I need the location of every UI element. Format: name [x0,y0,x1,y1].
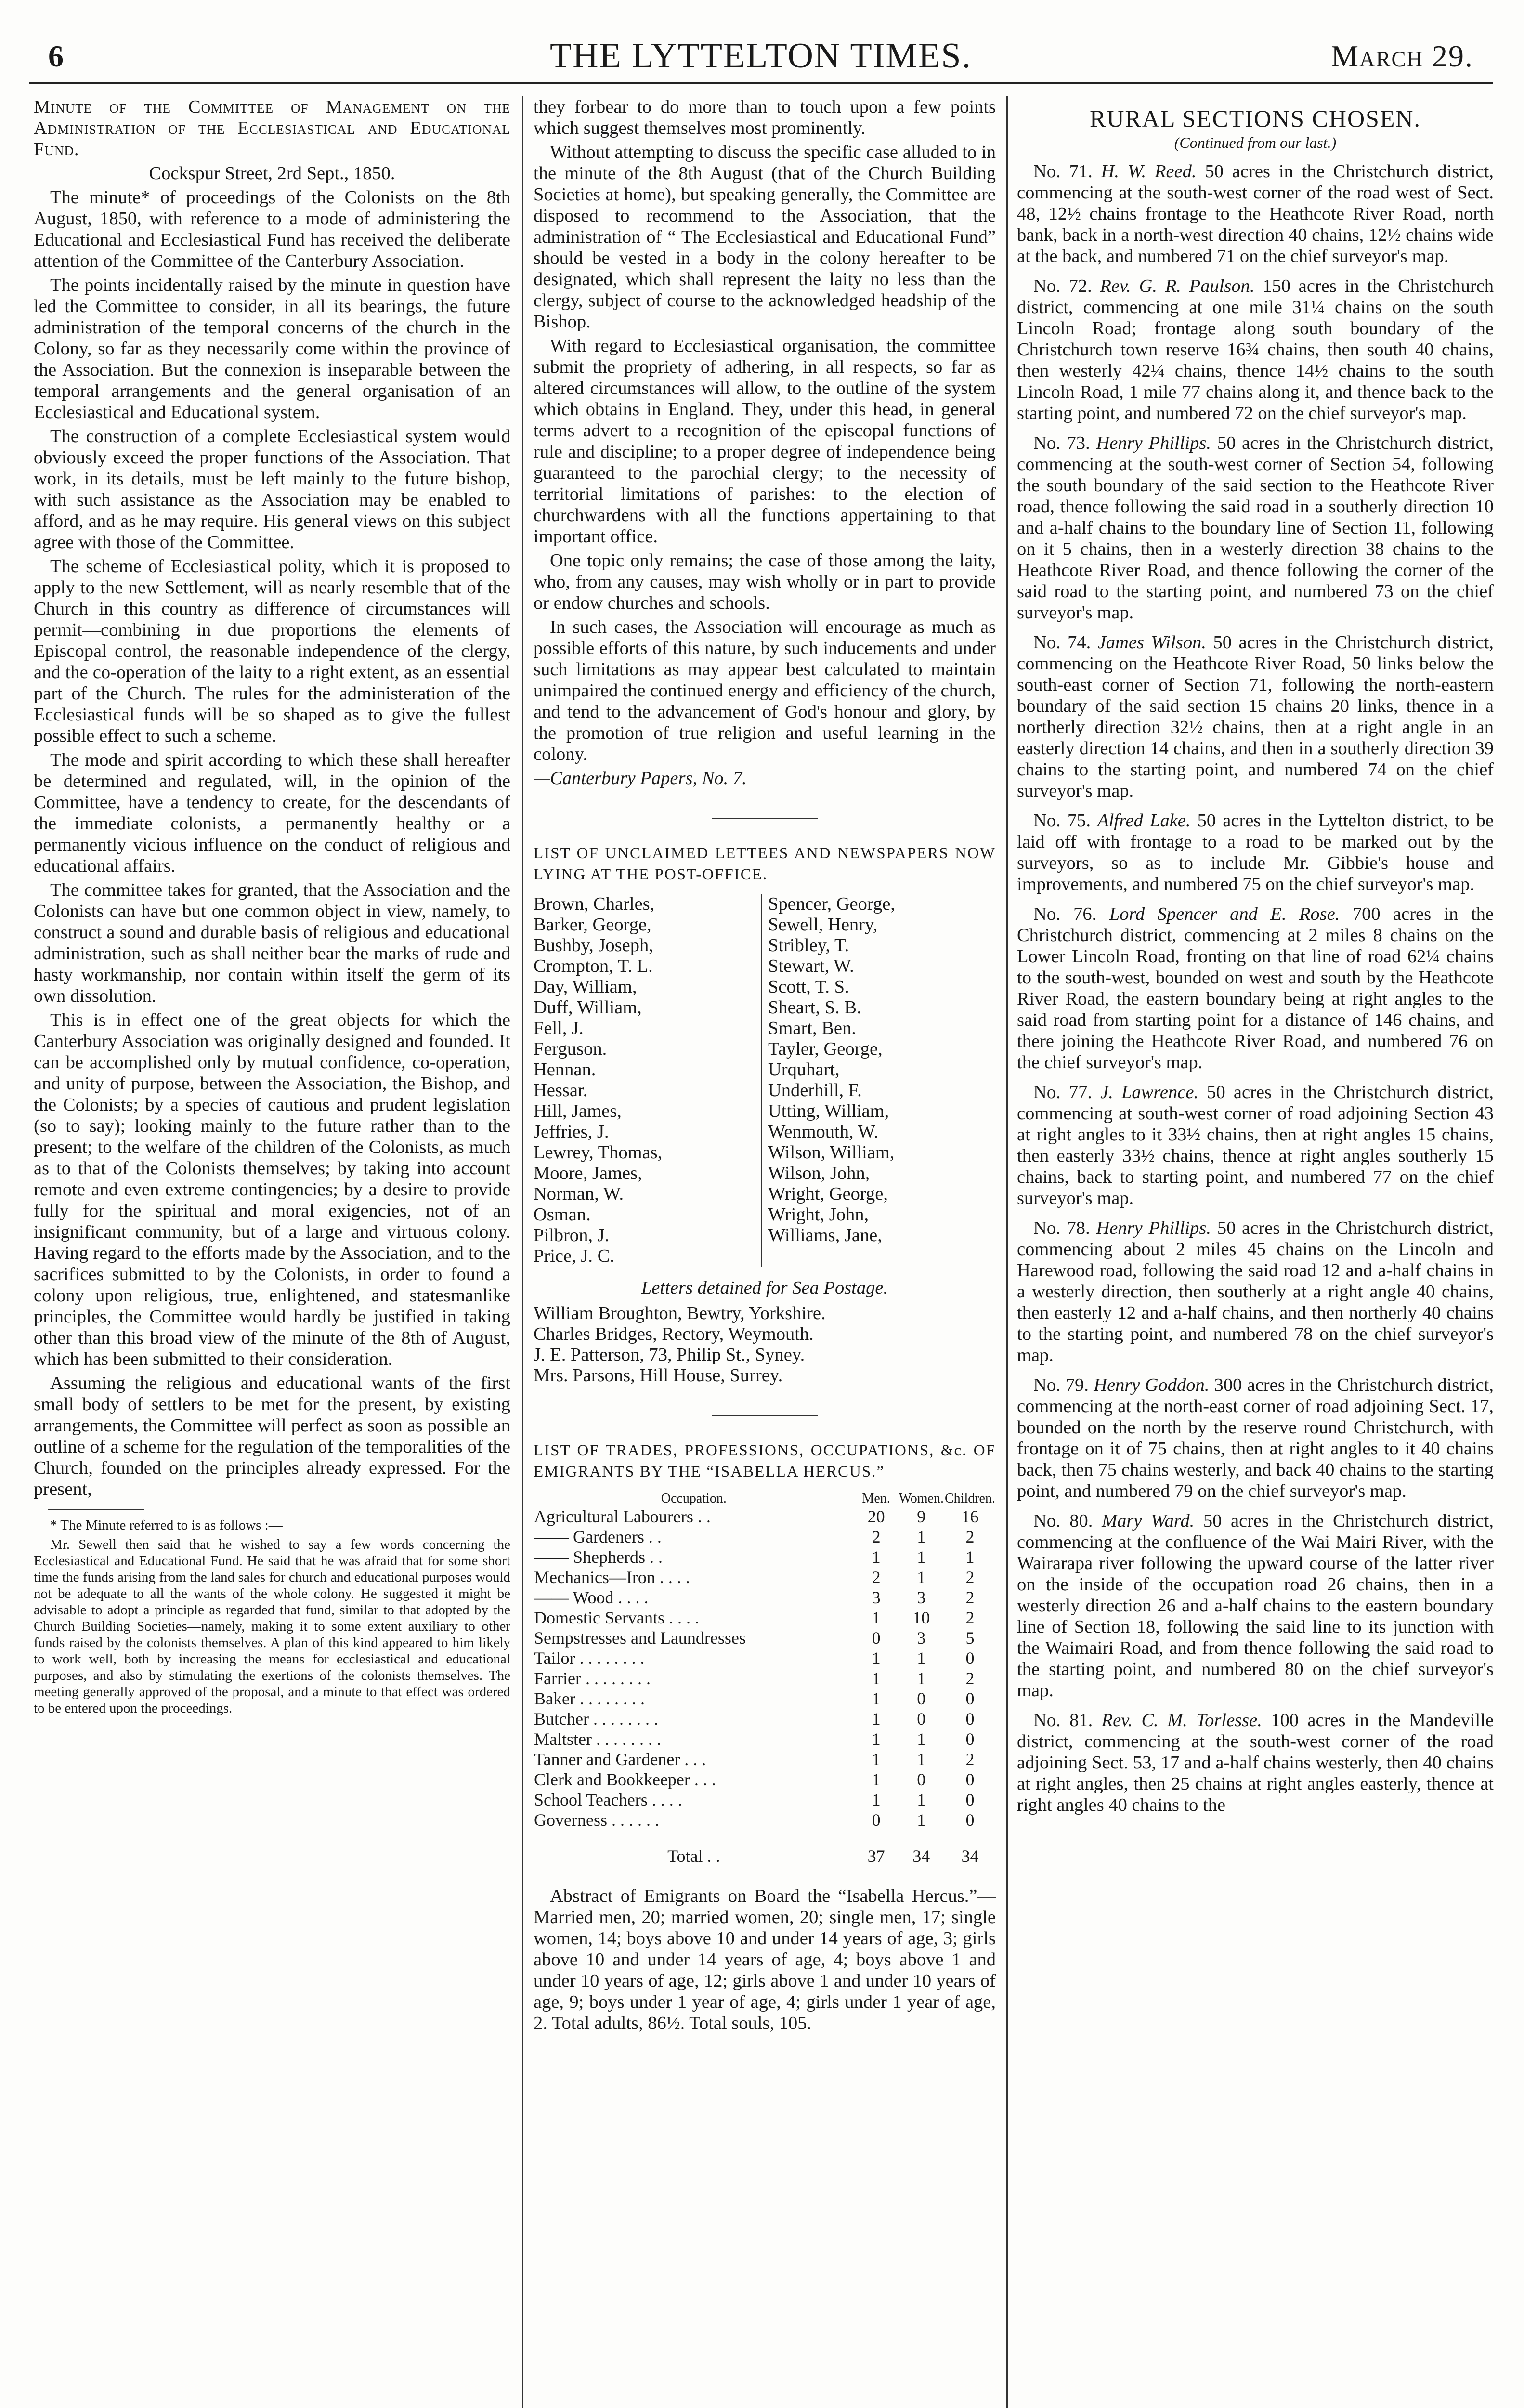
section-owner: James Wilson. [1097,632,1206,653]
occupation-cell: Sempstresses and Laundresses [534,1628,746,1648]
table-row [534,1527,996,1547]
occupation-cell: Butcher . . . . . . . . [534,1709,658,1728]
rural-sections-list [1017,161,1494,1816]
count-cell: 2 [965,1588,975,1607]
table-row [534,1688,996,1709]
article-paragraph: The points incidentally raised by the minute in question have led the Committee to consider, in all its bearings, the future administration of the temporal concerns of the church in the Colony, so far as they necessarily come within the province of the Association. But the connexion is inseparable between the temporal arrangements and the general organisation of an Ecclesiastical and Educational system. [34,275,510,422]
table-row [534,1810,996,1830]
section-number: No. 71. [1033,161,1093,182]
article-paragraph: This is in effect one of the great objects for which the Canterbury Association was originally designed and founded. It can be accomplished only by mutual confidence, co-operation, and unity of purpose, between the Association, the Bishop, and the Colonists; by a species of cautious and prudent legislation (so to say); looking mainly to the future rather than to the present; to the welfare of the children of the Colonists, as much as to that of the Colonists themselves; by taking into account remote and even extreme contingencies; by a desire to provide fully for the spiritual and moral exigencies, not of an insignificant community, but of a large and virtuous colony. Having regard to the efforts made by the Association, and to the sacrifices submitted to by the Colonists, in order to found a colony upon religious, true, enlightened, and statesmanlike principles, the Committee would hardly be justified in taking other than this broad view of the minute of the 8th of August, which has been submitted to their consideration. [34,1010,510,1369]
sea-postage-entry: Charles Bridges, Rectory, Weymouth. [534,1324,814,1344]
table-row [534,1628,996,1648]
section-entry [1017,432,1494,623]
occupation-cell: Farrier . . . . . . . . [534,1669,651,1688]
section-number: No. 81. [1033,1710,1093,1730]
count-cell: 2 [872,1568,881,1587]
letter-name: Barker, George, [534,915,651,935]
letter-name: Spencer, George, [768,894,895,914]
section-owner: Henry Phillips. [1096,433,1211,453]
section-description: 100 acres in the Mandeville district, commencing at the south-west corner of the road adjoining Sect. 53, 17 and a-half chains westerly, then 40 chains at right angles, then 25 chains at right angles easterly, thence at right angles 40 chains to the [1017,1710,1494,1815]
letter-name: Underhill, F. [768,1080,862,1100]
letter-name: Jeffries, J. [534,1122,609,1142]
abstract-paragraph: Abstract of Emigrants on Board the “Isabella Hercus.”—Married men, 20; married women, 20; single men, 17; single women, 14; boys above 10 and under 14 years of age, 3; girls above 10 and under 14 years of age, 4; boys above 1 and under 10 years of age, 12; girls above 1 and under 10 years of age, 9; boys under 1 year of age, 4; girls under 1 year of age, 2. Total adults, 86½. Total souls, 105. [534,1886,996,2033]
page-number: 6 [48,39,64,73]
count-cell: 0 [965,1810,975,1830]
count-cell: 1 [917,1547,926,1567]
letter-name: Hessar. [534,1080,588,1100]
letter-name: Wilson, John, [768,1163,870,1183]
count-cell: 1 [872,1750,881,1769]
count-cell: 3 [917,1588,926,1607]
article-paragraph: The minute* of proceedings of the Colonists on the 8th August, 1850, with reference to a mode of administering the Educational and Ecclesiastical Fund has received the deliberate attention of the Committee of the Canterbury Association. [34,187,510,271]
section-number: No. 73. [1033,433,1090,453]
count-cell: 2 [965,1568,975,1587]
letters-left-column [534,894,761,1267]
count-cell: 2 [965,1750,975,1769]
letter-name: Duff, William, [534,997,642,1018]
section-description: 50 acres in the Christchurch district, commencing at south-west corner of road adjoining Section 43 at right angles to it 33½ chains, then at right angles 15 chains, then easterly 33½ chains, thence at right angles southerly 15 chains, back to starting point, and numbered 77 on the chief surveyor's map. [1017,1082,1494,1208]
sea-postage-heading: Letters detained for Sea Postage. [641,1278,888,1298]
article-paragraph: they forbear to do more than to touch upon a few points which suggest themselves most prominently. [534,97,996,138]
letters-heading: LIST OF UNCLAIMED LETTEES AND NEWSPAPERS NOW LYING AT THE POST-OFFICE. [534,845,996,883]
count-cell: 0 [965,1709,975,1728]
section-description: 300 acres in the Christchurch district, commencing at the north-east corner of road adjoining Sect. 17, bounded on the north by the reserve round Christchurch, with frontage on it of 75 chains, then at right angles to it 40 chains back, then 75 chains westerly, and back 40 chains to the starting point, and numbered 79 on the chief surveyor's map. [1017,1375,1494,1501]
section-number: No. 80. [1033,1511,1093,1531]
section-owner: Henry Goddon. [1094,1375,1210,1395]
section-description: 50 acres in the Lyttelton district, to be laid off with frontage to a road to be marked out by the surveyors, so as to include Mr. Gibbie's house and improvements, and numbered 75 on the chief surveyor's map. [1017,811,1494,894]
column-header: Men. [862,1491,890,1506]
letter-name: Price, J. C. [534,1246,614,1266]
sea-postage-entry: Mrs. Parsons, Hill House, Surrey. [534,1365,783,1386]
article-paragraph: Without attempting to discuss the specific case alluded to in the minute of the 8th August (that of the Church Building Societies at home), but speaking generally, the Committee are disposed to recommend to the Association, that the administration of “ The Ecclesiastical and Educational Fund” should be vested in a body in the colony hereafter to be designated, which shall represent the laity no less than the clergy, subject of course to the acknowledged headship of the Bishop. [534,142,996,332]
section-description: 50 acres in the Christchurch district, commencing on the Heathcote River Road, 50 links below the south-east corner of Section 71, following the north-eastern boundary of the said section 15 chains 20 links, thence in a northerly direction 32½ chains, then at a right angle in an easterly direction 14 chains, and then in a southerly direction 39 chains to the starting point, and numbered 74 on the chief surveyor's map. [1017,632,1494,801]
count-cell: 2 [872,1527,881,1546]
section-number: No. 77. [1033,1082,1092,1102]
section-divider [712,1415,818,1416]
letter-name: Urquhart, [768,1060,840,1080]
article-paragraph: The mode and spirit according to which these shall hereafter be determined and regulated, will, in the opinion of the Committee, have a tendency to create, for the descendants of the immediate colonists, a permanently healthy or a permanently vicious influence on the conduct of religious and educational affairs. [34,750,510,876]
occupation-cell: Governess . . . . . . [534,1810,659,1830]
letter-name: Crompton, T. L. [534,956,653,976]
article-signature: —Canterbury Papers, No. 7. [534,768,747,788]
minute-dateline: Cockspur Street, 2rd Sept., 1850. [149,163,395,183]
section-number: No. 79. [1033,1375,1089,1395]
trades-heading: LIST OF TRADES, PROFESSIONS, OCCUPATIONS, &c. OF EMIGRANTS BY THE “ISABELLA HERCUS.” [534,1442,996,1480]
count-cell: 1 [917,1790,926,1809]
footnote-rule [48,1509,144,1510]
count-cell: 0 [965,1770,975,1789]
footnote-text: Mr. Sewell then said that he wished to say a few words concerning the Ecclesiastical and Educational Fund. He said that he was afraid that for some short time the funds arising from the land sales for church and educational purposes would not be adequate to all the wants of the whole colony. He suggested it might be advisable to adopt a principle as regarded that fund, similar to that adopted by the Church Building Societies—namely, making it to some extent auxiliary to other funds raised by the colonists themselves. A plan of this kind appeared to him likely to work well, both by increasing the means for ecclesiastical and educational purposes, and also by stimulating the exertions of the colonists themselves. The meeting generally approved of the proposal, and a minute to that effect was ordered to be entered upon the proceedings. [34,1537,510,1716]
section-entry [1017,1374,1494,1502]
section-entry [1017,161,1494,267]
total-children: 34 [961,1846,979,1866]
section-entry [1017,810,1494,895]
section-owner: H. W. Reed. [1101,161,1197,182]
letter-name: Norman, W. [534,1184,624,1204]
column-rule [522,96,523,2408]
letter-name: Sheart, S. B. [768,997,861,1018]
section-description: 50 acres in the Christchurch district, commencing about 2 miles 45 chains on the Lincoln and Harewood road, following the said road 12 and a-half chains in a westerly direction, then southerly at a right angle 40 chains, then easterly 12 and a-half chains, and then northerly 40 chains to the starting point, and numbered 78 on the chief surveyor's map. [1017,1218,1494,1365]
page-header [29,29,1493,84]
section-owner: Rev. C. M. Torlesse. [1101,1710,1262,1730]
table-row [534,1749,996,1769]
count-cell: 2 [965,1608,975,1627]
letter-name: Williams, Jane, [768,1225,882,1245]
article-paragraph: The construction of a complete Ecclesiastical system would obviously exceed the proper functions of the Association. That work, in its details, must be left mainly to the future bishop, with such assistance as the Association may be enabled to afford, and as he may require. His general views on this subject agree with those of the Committee. [34,426,510,552]
table-row [534,1648,996,1668]
letter-name: Bushby, Joseph, [534,935,653,955]
occupation-cell: Maltster . . . . . . . . [534,1729,661,1749]
section-description: 50 acres in the Christchurch district, commencing at the south-west corner of Section 54, following the south boundary of the said section to the Heathcote River road, thence following the said road in a southerly direction 10 and a-half chains to the boundary line of Section 11, following on it 5 chains, then in a westerly direction 38 chains to the Heathcote River Road, and thence following the corner of the said road to the starting point, and numbered 73 on the chief surveyor's map. [1017,433,1494,623]
column-header: Occupation. [661,1491,727,1506]
section-owner: Alfred Lake. [1097,811,1191,831]
section-number: No. 78. [1033,1218,1090,1238]
letter-name: Osman. [534,1204,591,1225]
article-paragraph: One topic only remains; the case of those among the laity, who, from any causes, may wish wholly or in part to provide or endow churches and schools. [534,550,996,613]
count-cell: 0 [965,1649,975,1668]
occupation-cell: Mechanics—Iron . . . . [534,1568,690,1587]
section-entry [1017,275,1494,424]
count-cell: 3 [872,1588,881,1607]
occupation-cell: —— Gardeners . . [534,1527,662,1546]
total-women: 34 [912,1846,930,1866]
section-entry [1017,1082,1494,1209]
count-cell: 1 [872,1608,881,1627]
occupation-cell: School Teachers . . . . [534,1790,682,1809]
column-header: Women. [899,1491,944,1506]
letter-name: Brown, Charles, [534,894,655,914]
letter-name: Ferguson. [534,1039,607,1059]
letter-name: Utting, William, [768,1101,889,1121]
article-paragraph: With regard to Ecclesiastical organisation, the committee submit the propriety of adhering, in all respects, so far as altered circumstances will allow, to the outline of the system which obtains in England. They, under this head, in general terms advert to a recognition of the episcopal functions of rule and discipline; to a proper degree of independence being guaranteed to the parochial clergy; to the necessity of territorial limitations of parishes: to the election of churchwardens with all the functions appertaining to that important office. [534,336,996,547]
section-entry [1017,1510,1494,1701]
column-2 [534,96,996,2408]
letter-name: Stribley, T. [768,935,849,955]
letter-name: Wenmouth, W. [768,1122,878,1142]
letter-name: Scott, T. S. [768,977,849,997]
section-entry [1017,1710,1494,1816]
section-owner: Mary Ward. [1102,1511,1195,1531]
article-paragraph: The scheme of Ecclesiastical polity, which it is proposed to apply to the new Settlement, will as nearly resemble that of the Church in this country as difference of circumstances will permit—combining in due proportions the elements of Episcopal control, the reasonable independence of the clergy, and the co-operation of the laity to a right extent, as an essential part of the Church. The rules for the administeration of the Ecclesiastical funds will be so shaped as to give the fullest possible effect to such a scheme. [34,556,510,746]
section-description: 50 acres in the Christchurch district, commencing at the south-west corner of the road west of Sect. 48, 12½ chains frontage to the Heathcote River Road, north bank, back in a north-west direction 40 chains, 12½ chains wide at the back, and numbered 71 on the chief surveyor's map. [1017,161,1494,266]
section-number: No. 72. [1033,276,1092,296]
table-row [534,1608,996,1628]
count-cell: 0 [965,1790,975,1809]
total-men: 37 [867,1846,885,1866]
count-cell: 1 [917,1810,926,1830]
column-rule [1006,96,1008,2408]
table-row [534,1567,996,1587]
count-cell: 16 [961,1507,979,1526]
issue-day: 29. [1432,39,1473,73]
section-owner: Rev. G. R. Paulson. [1100,276,1255,296]
occupation-cell: Domestic Servants . . . . [534,1608,699,1627]
letter-name: Wilson, William, [768,1142,895,1163]
count-cell: 0 [965,1729,975,1749]
letters-right-column [761,894,996,1267]
count-cell: 2 [965,1669,975,1688]
occupation-cell: Clerk and Bookkeeper . . . [534,1770,716,1789]
count-cell: 1 [917,1750,926,1769]
count-cell: 1 [917,1669,926,1688]
total-label: Total . . [667,1846,720,1866]
occupation-cell: Baker . . . . . . . . [534,1689,645,1708]
article-paragraph: The committee takes for granted, that the Association and the Colonists can have but one common object in view, namely, to construct a sound and durable basis of religious and educational administration, such as shall neither bear the marks of rude and hasty workmanship, nor contain within itself the germ of its own dissolution. [34,880,510,1006]
occupation-cell: —— Shepherds . . [534,1547,663,1567]
section-entry [1017,1217,1494,1366]
occupation-cell: Tailor . . . . . . . . [534,1649,645,1668]
count-cell: 1 [872,1729,881,1749]
letter-name: Wright, George, [768,1184,888,1204]
occupation-cell: Tanner and Gardener . . . [534,1750,706,1769]
letter-name: Wright, John, [768,1204,869,1225]
section-number: No. 74. [1033,632,1091,653]
rural-sections-title: RURAL SECTIONS CHOSEN. [1089,105,1421,132]
letter-name: Hill, James, [534,1101,622,1121]
count-cell: 1 [965,1547,975,1567]
count-cell: 0 [917,1709,926,1728]
count-cell: 5 [965,1628,975,1648]
table-row [534,1547,996,1567]
letters-list [534,894,996,1267]
letter-name: Smart, Ben. [768,1018,856,1038]
column-3 [1017,96,1494,2408]
sea-postage-list [534,1303,996,1386]
count-cell: 1 [872,1669,881,1688]
count-cell: 2 [965,1527,975,1546]
occupation-cell: —— Wood . . . . [534,1588,649,1607]
count-cell: 20 [867,1507,885,1526]
count-cell: 10 [912,1608,930,1627]
letter-name: Day, William, [534,977,637,997]
count-cell: 0 [917,1770,926,1789]
count-cell: 1 [872,1770,881,1789]
section-entry [1017,903,1494,1073]
section-description: 150 acres in the Christchurch district, commencing at one mile 31¼ chains on the south Lincoln Road; frontage along south boundary of the Christchurch town reserve 16¾ chains, then south 40 chains, then westerly 42¼ chains, thence 14½ chains to the south Lincoln Road, 1 mile 77 chains along it, and thence back to the starting point, and numbered 72 on the chief surveyor's map. [1017,276,1494,423]
sea-postage-entry: William Broughton, Bewtry, Yorkshire. [534,1303,826,1323]
section-description: 50 acres in the Christchurch district, commencing at the confluence of the Wai Mairi River, with the Wairarapa river following the upward course of the latter river on the inside of the occupation road 26 chains, then in a westerly direction 26 and a-half chains to the eastern boundary line of Section 18, following the said line to its junction with the Waimairi Road, and from thence following the said road to the starting point, and numbered 80 on the chief surveyor's map. [1017,1511,1494,1701]
count-cell: 0 [872,1628,881,1648]
count-cell: 3 [917,1628,926,1648]
newspaper-title: THE LYTTELTON TIMES. [549,36,972,76]
table-row [534,1709,996,1729]
section-number: No. 76. [1033,904,1097,924]
letter-name: Pilbron, J. [534,1225,610,1245]
minute-heading: Minute of the Committee of Management on the Administration of the Ecclesiastical and Educational Fund. [34,97,510,159]
letter-name: Sewell, Henry, [768,915,878,935]
issue-date [1331,39,1473,74]
count-cell: 0 [917,1689,926,1708]
article-paragraph: Assuming the religious and educational wants of the first small body of settlers to be met for the present, by existing arrangements, the Committee will perfect as soon as possible an outline of a scheme for the regulation of the temporalities of the Church, founded on the principles already expressed. For the present, [34,1373,510,1499]
issue-month: March [1331,39,1423,73]
table-row [534,1668,996,1688]
count-cell: 1 [872,1790,881,1809]
count-cell: 1 [872,1547,881,1567]
article-paragraph: In such cases, the Association will encourage as much as possible efforts of this nature, by such inducements and under such limitations as may appear best calculated to maintain unimpaired the continued energy and efficiency of the church, and tend to the advancement of God's honour and glory, by the promotion of true religion and useful learning in the colony. [534,617,996,764]
table-row [534,1729,996,1749]
count-cell: 1 [917,1649,926,1668]
emigrants-table [534,1491,996,1866]
letter-name: Tayler, George, [768,1039,883,1059]
letter-name: Moore, James, [534,1163,642,1183]
section-description: 700 acres in the Christchurch district, commencing at 2 miles 8 chains on the Lower Lincoln Road, fronting on that line of road 62¼ chains to the south-west, bounded on west and south by the Heathcote River Road, the eastern boundary being at right angles to the said road from starting point for a distance of 146 chains, and there joining the Heathcote River Road, and numbered 76 on the chief surveyor's map. [1017,904,1494,1073]
sea-postage-entry: J. E. Patterson, 73, Philip St., Syney. [534,1345,805,1365]
table-row [534,1587,996,1608]
section-owner: Henry Phillips. [1096,1218,1211,1238]
column-header: Children. [945,1491,995,1506]
count-cell: 1 [872,1709,881,1728]
table-row [534,1769,996,1790]
table-row [534,1506,996,1527]
section-owner: J. Lawrence. [1100,1082,1199,1102]
section-entry [1017,632,1494,801]
count-cell: 1 [917,1729,926,1749]
footnote-intro: * The Minute referred to is as follows :— [50,1518,283,1533]
letter-name: Fell, J. [534,1018,584,1038]
occupation-cell: Agricultural Labourers . . [534,1507,711,1526]
count-cell: 1 [917,1527,926,1546]
table-row [534,1790,996,1810]
letter-name: Hennan. [534,1060,596,1080]
letter-name: Lewrey, Thomas, [534,1142,663,1163]
table-total-row [534,1830,996,1866]
count-cell: 0 [965,1689,975,1708]
rural-sections-subtitle: (Continued from our last.) [1174,134,1337,151]
count-cell: 9 [917,1507,926,1526]
count-cell: 1 [917,1568,926,1587]
section-owner: Lord Spencer and E. Rose. [1109,904,1340,924]
table-header-row [534,1491,996,1506]
letter-name: Stewart, W. [768,956,854,976]
section-divider [712,818,818,819]
section-number: No. 75. [1033,811,1091,831]
count-cell: 1 [872,1689,881,1708]
column-1 [34,96,510,2408]
count-cell: 0 [872,1810,881,1830]
count-cell: 1 [872,1649,881,1668]
